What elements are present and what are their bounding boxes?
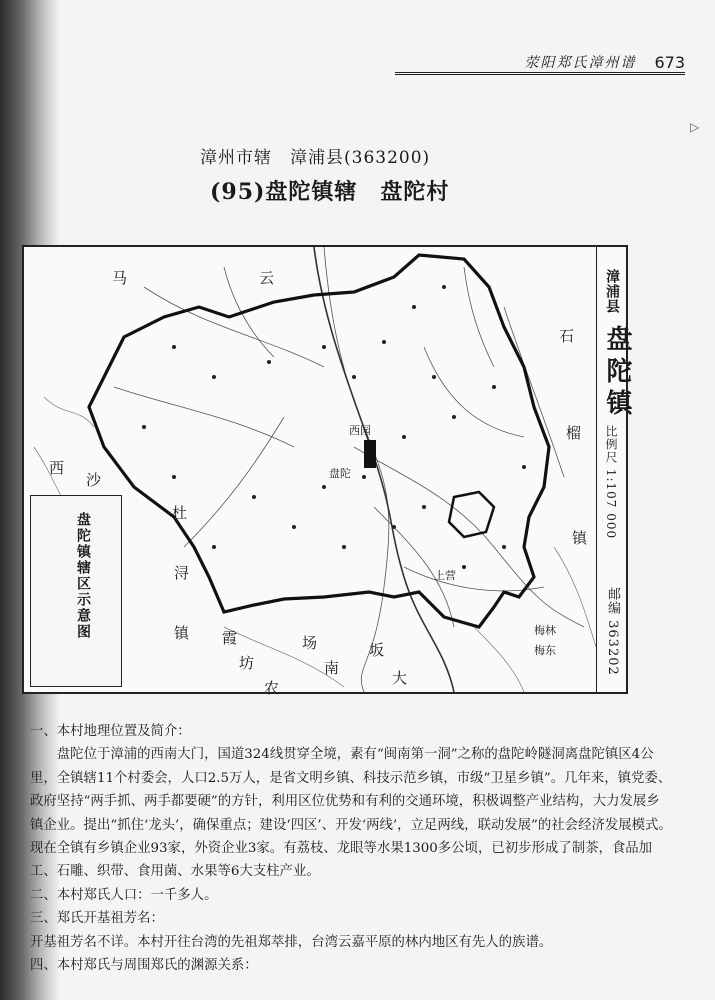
book-title: 荥阳郑氏漳州谱 — [524, 55, 637, 71]
map-inset-legend — [30, 495, 122, 687]
neighbor-label: 大 — [392, 669, 408, 687]
page-subtitle: 漳州市辖 漳浦县(363200) — [200, 148, 431, 168]
neighbor-label: 场 — [302, 634, 318, 652]
reservoir-outline — [449, 492, 494, 537]
paragraph: 盘陀位于漳浦的西南大门，国道324线贯穿全境，素有“闽南第一洞”之称的盘陀岭隧洞离盘陀镇区4公里，全镇辖11个村委会，人口2.5万人，是省文明乡镇、科技示范乡镇，市级“卫星乡镇”。几年来，镇党委、政府坚持“两手抓、两手都要硬”的方针，利用区位优势和有利的交通环境，积极调整产业结构，大力发展乡镇企业。提出“抓住‘龙头’，确保重点；建设‘四区’、开发‘两线’，立足两线，联动发展”的社会经济发展模式。现在全镇有乡镇企业93家，外资企业3家。有荔枝、龙眼等水果1300多公顷，已初步形成了制茶，食品加工、石雕、织带、食用菌、水果等6大支柱产业。 — [30, 747, 672, 880]
neighbor-label: 杜 — [172, 504, 188, 522]
neighbor-label: 霞 — [222, 629, 238, 647]
place-label: 盘陀 — [329, 467, 351, 480]
map-side-band — [596, 247, 632, 692]
neighbor-label: 马 — [112, 269, 128, 287]
place-label: 西园 — [349, 424, 371, 437]
band-county: 漳浦县 — [604, 269, 620, 314]
neighbor-label: 云 — [259, 269, 275, 287]
neighbor-label: 南 — [324, 659, 340, 677]
page-header — [395, 44, 685, 75]
town-boundary — [89, 255, 549, 627]
page-title: (95)盘陀镇辖 盘陀村 — [210, 179, 450, 205]
band-postcode: 邮编 363202 — [605, 587, 620, 676]
neighbor-label: 西 — [49, 459, 65, 477]
paragraph: 开基祖芳名不详。本村开往台湾的先祖郑萃排，台湾云嘉平原的林内地区有先人的族谱。 — [30, 934, 553, 950]
band-scale: 比例尺 1:107 000 — [604, 425, 618, 540]
place-label: 上营 — [434, 569, 456, 582]
section-heading: 二、本村郑氏人口：一千多人。 — [30, 887, 218, 903]
town-map — [22, 245, 632, 697]
neighbor-label: 浔 — [174, 564, 190, 582]
page-number: 673 — [654, 53, 685, 72]
corner-mark-icon: ▷ — [690, 120, 700, 134]
section-heading: 四、本村郑氏与周围郑氏的渊源关系： — [30, 958, 258, 974]
neighbor-label: 坂 — [369, 641, 385, 659]
neighbor-label: 沙 — [86, 471, 102, 489]
neighbor-label: 镇 — [174, 624, 190, 642]
town-seat-marker — [364, 440, 376, 468]
neighbor-label: 坊 — [239, 654, 255, 672]
section-heading: 三、郑氏开基祖芳名： — [30, 911, 164, 927]
legend-title: 盘陀镇辖区示意图 — [75, 512, 91, 640]
place-label: 梅林 — [534, 624, 556, 637]
neighbor-label: 农 — [264, 679, 280, 697]
neighbor-label: 石 — [559, 327, 575, 345]
article-body — [30, 720, 672, 977]
neighbor-label: 榴 — [566, 424, 582, 442]
section-heading: 一、本村地理位置及简介： — [30, 724, 191, 739]
neighbor-label: 镇 — [572, 529, 588, 547]
band-town: 盘陀镇 — [602, 325, 632, 421]
place-label: 梅东 — [534, 644, 556, 657]
